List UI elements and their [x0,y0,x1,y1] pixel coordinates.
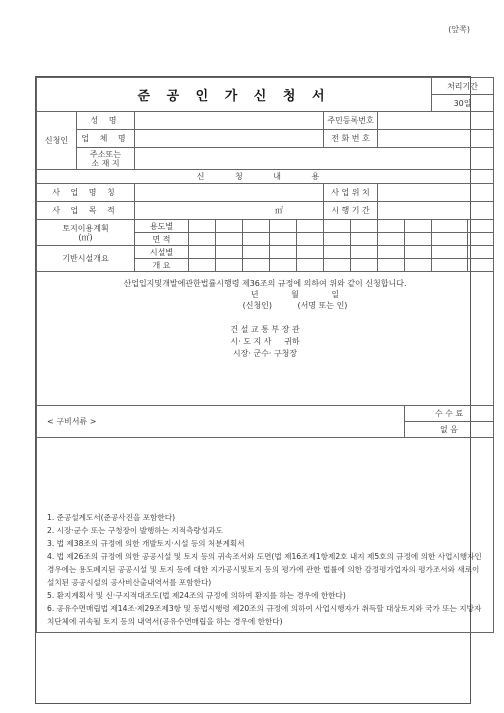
land-use-plan-label-line-2: (㎡) [78,232,93,242]
grid-cell[interactable] [432,259,468,272]
grid-cell[interactable] [378,246,405,259]
grid-cell[interactable] [351,246,378,259]
infrastructure-label: 기반시설개요 [37,246,135,272]
document-item: 1. 준공설계도서(준공사진을 포함한다) [47,513,176,522]
grid-cell[interactable] [378,233,405,246]
grid-cell[interactable] [297,246,324,259]
by-facility-label: 시설별 [135,246,189,259]
required-documents-label: < 구비서류 > [37,406,405,438]
processing-period-label: 처리기간 [432,78,494,95]
form-title: 준 공 인 가 신 청 서 [37,78,432,112]
grid-cell[interactable] [189,233,216,246]
grid-cell[interactable] [405,220,432,233]
grid-cell[interactable] [216,220,243,233]
area-unit: ㎡ [135,202,324,220]
processing-period-value: 30일 [432,95,494,112]
project-location-field[interactable] [378,184,494,202]
page-side-note: (앞쪽) [448,25,470,34]
document-item: 6. 공유수면매립법 제14조·제29조제3항 및 동법시행령 제20조의 규정에 의하여 사업시행자가 취득할 대상토지와 국가 또는 지방자치단체에 귀속될 토지 등의 내역서(공유수면매립을 하는 경우에 한한다) [47,604,482,626]
grid-cell[interactable] [405,259,432,272]
area-label: 면 적 [135,233,189,246]
name-label: 성 명 [77,112,135,130]
address-field[interactable] [135,148,494,170]
grid-cell[interactable] [297,233,324,246]
grid-cell[interactable] [432,233,468,246]
phone-number-label: 전 화 번 호 [324,130,378,148]
fee-value: 없 음 [405,422,494,438]
document-item: 3. 법 제38조의 규정에 의한 개발토지·시설 등의 처분계획서 [47,539,245,548]
declaration-block [37,272,494,406]
project-name-field[interactable] [135,184,324,202]
grid-cell[interactable] [351,233,378,246]
grid-cell[interactable] [324,220,351,233]
address-label [77,148,135,170]
grid-cell[interactable] [468,259,494,272]
summary-label: 개 요 [135,259,189,272]
resident-number-field[interactable] [378,112,494,130]
grid-cell[interactable] [243,259,270,272]
declaration-statement: 산업입지및개발에관한법률시행령 제36조의 규정에 의하여 위와 같이 신청합니다. [123,279,407,288]
grid-cell[interactable] [243,220,270,233]
land-use-plan-label-line-1: 토지이용계획 [62,223,109,233]
grid-cell[interactable] [297,259,324,272]
grid-cell[interactable] [324,233,351,246]
grid-cell[interactable] [243,246,270,259]
grid-cell[interactable] [270,259,297,272]
grid-cell[interactable] [405,233,432,246]
grid-cell[interactable] [432,246,468,259]
grid-cell[interactable] [270,220,297,233]
grid-cell[interactable] [405,246,432,259]
grid-cell[interactable] [270,233,297,246]
project-purpose-label: 사 업 목 적 [37,202,135,220]
grid-cell[interactable] [351,259,378,272]
document-item: 2. 시장·군수 또는 구청장이 발행하는 지적측량성과도 [47,526,223,535]
addressee-minister: 건 설 교 통 부 장 관 [230,325,300,334]
phone-number-field[interactable] [378,130,494,148]
grid-cell[interactable] [297,220,324,233]
applicant-label: 신청인 [37,112,77,170]
grid-cell[interactable] [378,259,405,272]
document-item: 5. 환지계획서 및 신·구지적대조도(법 제24조의 규정에 의하여 환지를 하는 경우에 한한다) [47,591,346,600]
declaration-applicant-line: (신청인) (서명 또는 인) [242,301,348,310]
resident-number-label: 주민등록번호 [324,112,378,130]
by-use-label: 용도별 [135,220,189,233]
period-label: 시 행 기 간 [324,202,378,220]
grid-cell[interactable] [216,246,243,259]
grid-cell[interactable] [351,220,378,233]
addressee-governor: 시· 도 지 사 귀하 [230,337,300,346]
period-field[interactable] [378,202,494,220]
required-documents-list [37,438,494,633]
document-item: 4. 법 제26조의 규정에 의한 공공시설 및 토지 등의 귀속조서와 도면(법 제16조제1항제2호 내지 제5호의 규정에 의한 사업시행자인 경우에는 용도폐지된 공공시설 및 토지 등에 대한 지가공시및토지 등의 평가에 관한 법률에 의한 감정평가업자의 평가조서와 새로이 설치된 공공시설의 공사비산출내역서를 포함한다) [47,552,482,587]
grid-cell[interactable] [324,259,351,272]
land-use-plan-label [37,220,135,246]
address-label-line-2: 소 재 지 [91,158,120,168]
company-name-field[interactable] [135,130,324,148]
grid-cell[interactable] [243,233,270,246]
grid-cell[interactable] [189,220,216,233]
grid-cell[interactable] [468,246,494,259]
grid-cell[interactable] [270,246,297,259]
grid-cell[interactable] [189,259,216,272]
grid-cell[interactable] [324,246,351,259]
grid-cell[interactable] [189,246,216,259]
grid-cell[interactable] [216,259,243,272]
form-table [36,77,494,633]
company-name-label: 업 체 명 [77,130,135,148]
application-form [35,76,482,704]
project-name-label: 사 업 명 칭 [37,184,135,202]
address-label-line-1: 주소또는 [90,149,121,159]
grid-cell[interactable] [216,233,243,246]
name-field[interactable] [135,112,324,130]
grid-cell[interactable] [468,233,494,246]
grid-cell[interactable] [378,220,405,233]
declaration-date-line: 년 월 일 [250,290,340,299]
grid-cell[interactable] [468,220,494,233]
grid-cell[interactable] [432,220,468,233]
project-location-label: 사 업 위 치 [324,184,378,202]
addressee-mayor: 시장· 군수· 구청장 [232,349,298,358]
fee-label: 수 수 료 [405,406,494,422]
application-section-label: 신 청 내 용 [37,170,494,184]
